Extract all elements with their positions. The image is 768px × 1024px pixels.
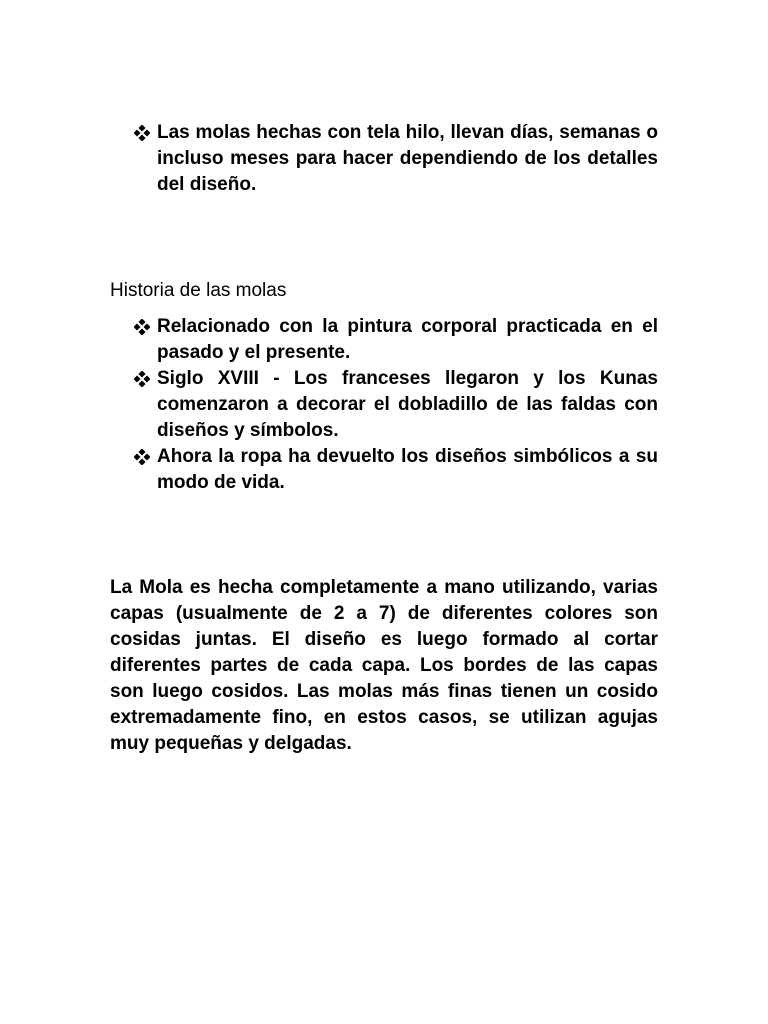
- bullet-text: Siglo XVIII - Los franceses llegaron y los Kunas comenzaron a decorar el dobladillo de las faldas con diseños y símbolos.: [157, 368, 658, 441]
- history-bullet-list: [110, 314, 658, 496]
- list-item: [110, 366, 658, 444]
- four-diamond-bullet-icon: [134, 314, 156, 340]
- list-item: [110, 120, 658, 198]
- body-paragraph: La Mola es hecha completamente a mano utilizando, varias capas (usualmente de 2 a 7) de diferentes colores son cosidas juntas. El diseño es luego formado al cortar diferentes partes de cada capa. Los bordes de las capas son luego cosidos. Las molas más finas tienen un cosido extremadamente fino, en estos casos, se utilizan agujas muy pequeñas y delgadas.: [110, 577, 658, 754]
- section-heading: Historia de las molas: [110, 280, 287, 301]
- list-item: [110, 314, 658, 366]
- four-diamond-bullet-icon: [134, 444, 156, 470]
- bullet-text: Ahora la ropa ha devuelto los diseños simbólicos a su modo de vida.: [157, 446, 658, 493]
- four-diamond-bullet-icon: [134, 120, 156, 146]
- bullet-text: Las molas hechas con tela hilo, llevan días, semanas o incluso meses para hacer dependiendo de los detalles del diseño.: [157, 122, 658, 195]
- list-item: [110, 444, 658, 496]
- four-diamond-bullet-icon: [134, 366, 156, 392]
- bullet-text: Relacionado con la pintura corporal practicada en el pasado y el presente.: [157, 316, 658, 363]
- intro-bullet-list: [110, 120, 658, 198]
